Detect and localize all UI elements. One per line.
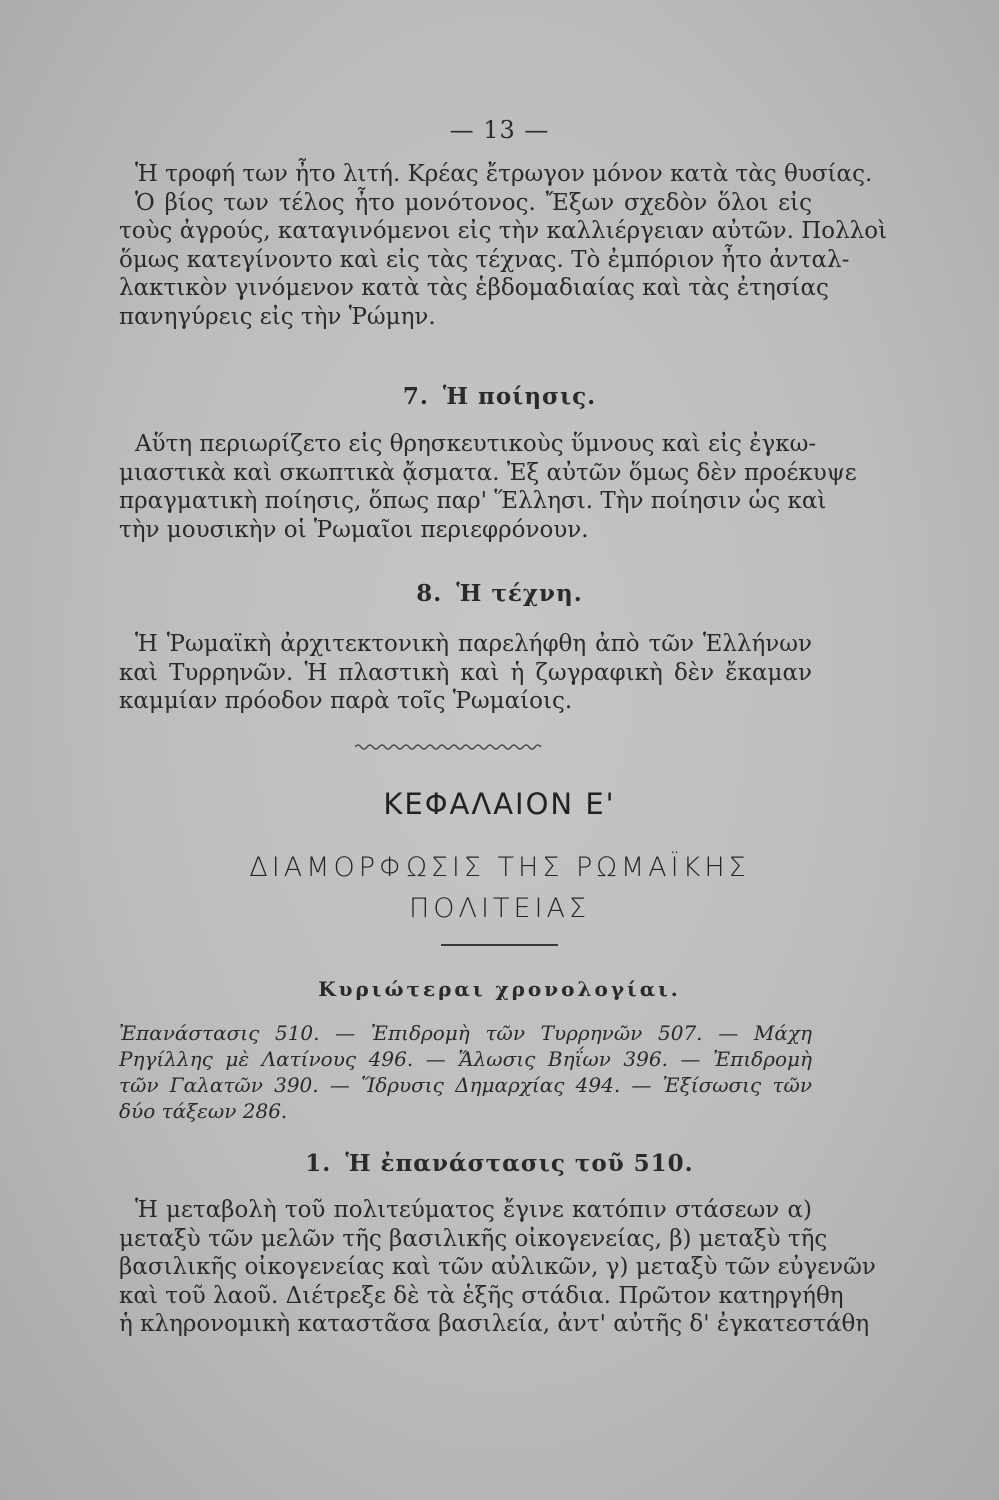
chronology-line: Ρηγίλλης μὲ Λατίνους 496. — Ἅλωσις Βηΐων 396. — Ἐπιδρομὴ: [119, 1047, 812, 1071]
chronology-line: Ἐπανάστασις 510. — Ἐπιδρομὴ τῶν Τυρρηνῶν 507. — Μάχη: [119, 1021, 812, 1045]
page-number: — 13 —: [449, 116, 550, 144]
section-heading-art: [0, 580, 999, 607]
section-number: 8.: [416, 580, 443, 607]
section-heading-revolution: [0, 1150, 999, 1177]
text-line: Ἡ Ῥωμαϊκὴ ἀρχιτεκτονικὴ παρελήφθη ἀπὸ τῶν Ἑλλήνων: [135, 631, 812, 657]
text-line: τοὺς ἀγρούς, καταγινόμενοι εἰς τὴν καλλιέργειαν αὐτῶν. Πολλοὶ: [119, 218, 888, 245]
text-line: καὶ τοῦ λαοῦ. Διέτρεξε δὲ τὰ ἑξῆς στάδια. Πρῶτον κατηργήθη: [119, 1282, 844, 1309]
text-line: καὶ Τυρρηνῶν. Ἡ πλαστικὴ καὶ ἡ ζωγραφικὴ δὲν ἔκαμαν: [119, 659, 812, 686]
section-number: 7.: [402, 383, 429, 410]
chronology-heading: Κυριώτεραι χρονολογίαι.: [318, 977, 681, 1001]
text-line: τὴν μουσικὴν οἱ Ῥωμαῖοι περιεφρόνουν.: [119, 516, 589, 543]
text-line: Ἡ μεταβολὴ τοῦ πολιτεύματος ἔγινε κατόπιν στάσεων α): [135, 1197, 812, 1223]
chapter-title-line-1: ΔΙΑΜΟΡΦΩΣΙΣ ΤΗΣ ΡΩΜΑΪΚΗΣ: [249, 852, 750, 883]
section-title: Ἡ ποίησις.: [442, 383, 597, 410]
section-heading-poetry: [0, 383, 999, 410]
text-line: ἡ κληρονομικὴ καταστᾶσα βασιλεία, ἀντ' αὐτῆς δ' ἐγκατεστάθη: [119, 1311, 870, 1338]
paragraph-revolution: [119, 1196, 876, 1339]
paragraph-poetry: [119, 430, 857, 544]
chronology-list: [119, 1020, 812, 1124]
text-line: μεταξὺ τῶν μελῶν τῆς βασιλικῆς οἰκογενείας, β) μεταξὺ τῆς: [119, 1225, 828, 1252]
text-line: πραγματικὴ ποίησις, ὅπως παρ' Ἕλλησι. Τὴν ποίησιν ὡς καὶ: [119, 488, 827, 515]
paragraph-art: [119, 630, 812, 716]
section-number: 1.: [305, 1150, 332, 1177]
text-line: καμμίαν πρόοδον παρὰ τοῖς Ῥωμαίοις.: [119, 688, 573, 715]
decorative-wavy-divider: [355, 740, 545, 754]
section-title: Ἡ ἐπανάστασις τοῦ 510.: [345, 1150, 694, 1177]
text-line: Ἡ τροφή των ἦτο λιτή. Κρέας ἔτρωγον μόνον κατὰ τὰς θυσίας.: [135, 161, 873, 187]
text-line: λακτικὸν γινόμενον κατὰ τὰς ἑβδομαδιαίας καὶ τὰς ἐτησίας: [119, 275, 829, 302]
chapter-label: ΚΕΦΑΛΑΙΟΝ Ε': [383, 787, 616, 821]
chronology-line: δύο τάξεων 286.: [119, 1099, 288, 1123]
chronology-line: τῶν Γαλατῶν 390. — Ἵδρυσις Δημαρχίας 494. — Ἐξίσωσις τῶν: [119, 1073, 812, 1097]
title-rule: [441, 944, 558, 946]
text-line: ὅμως κατεγίνοντο καὶ εἰς τὰς τέχνας. Τὸ ἐμπόριον ἦτο ἀνταλ-: [119, 246, 850, 273]
text-line: πανηγύρεις εἰς τὴν Ῥώμην.: [119, 303, 436, 330]
text-line: βασιλικῆς οἰκογενείας καὶ τῶν αὐλικῶν, γ) μεταξὺ τῶν εὐγενῶν: [119, 1254, 876, 1281]
chapter-title-line-2: ΠΟΛΙΤΕΙΑΣ: [408, 893, 591, 924]
section-title: Ἡ τέχνη.: [456, 580, 583, 607]
text-line: μιαστικὰ καὶ σκωπτικὰ ᾄσματα. Ἐξ αὐτῶν ὅμως δὲν προέκυψε: [119, 459, 857, 486]
text-line: Ὁ βίος των τέλος ἦτο μονότονος. Ἔξων σχεδὸν ὅλοι εἰς: [135, 189, 812, 216]
text-line: Αὕτη περιωρίζετο εἰς θρησκευτικοὺς ὕμνους καὶ εἰς ἐγκω-: [135, 431, 817, 457]
paragraph-food-life: [119, 160, 888, 332]
